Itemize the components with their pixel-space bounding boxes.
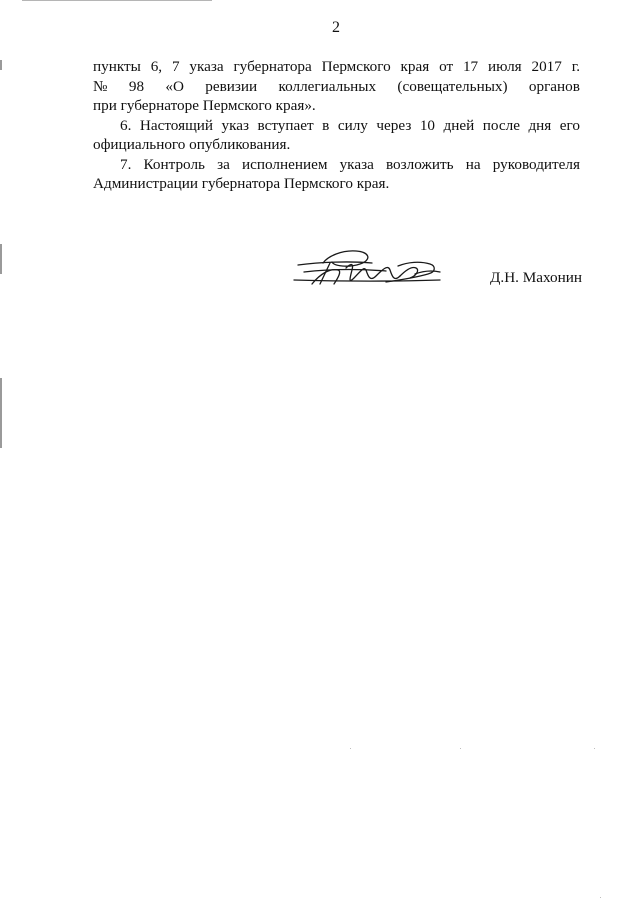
scan-artifact-left-edge — [0, 378, 2, 448]
scan-artifact-speck — [594, 748, 595, 749]
signature-block — [290, 244, 582, 304]
scan-artifact-left-edge — [0, 244, 2, 274]
document-body — [93, 57, 580, 194]
paragraph-1-word: ревизии — [205, 77, 258, 95]
signatory-name: Д.Н. Махонин — [490, 269, 582, 286]
paragraph-1-word: органов — [528, 77, 580, 95]
paragraph-3: 7. Контроль за исполнением указа возложить на руководителя Администрации губернатора Пермского края. — [93, 155, 580, 192]
scan-artifact-speck — [460, 748, 461, 749]
paragraph-1 — [93, 57, 580, 116]
scan-artifact-speck — [600, 897, 601, 898]
scan-artifact-top-line — [22, 0, 212, 1]
page-number: 2 — [332, 19, 340, 36]
paragraph-2: 6. Настоящий указ вступает в силу через 10 дней после дня его официального опубликования. — [93, 116, 580, 153]
handwritten-signature — [290, 244, 450, 292]
paragraph-1-word: (совещательных) — [397, 77, 508, 95]
paragraph-1-word: коллегиальных — [278, 77, 377, 95]
paragraph-1-word: № — [93, 77, 108, 95]
paragraph-1-word: «О — [165, 77, 184, 95]
paragraph-1-line-1-text: пункты 6, 7 указа губернатора Пермского края от 17 июля 2017 г. — [93, 58, 580, 75]
scan-artifact-left-edge — [0, 60, 2, 70]
paragraph-1-line-2 — [93, 77, 580, 97]
scan-artifact-speck — [350, 748, 351, 749]
paragraph-1-line-1 — [93, 57, 580, 77]
paragraph-1-word: 98 — [128, 77, 145, 95]
paragraph-1-line-3: при губернаторе Пермского края». — [93, 97, 316, 114]
